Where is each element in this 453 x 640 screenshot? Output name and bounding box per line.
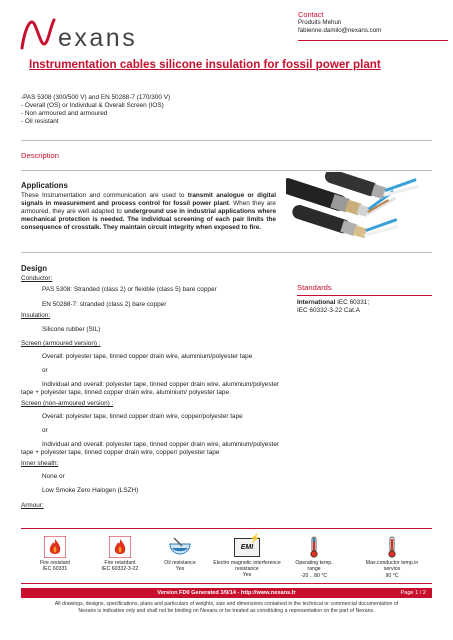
prop-fire-retardant-l2: IEC 60332-3-22: [101, 566, 139, 573]
conductor-line-2: EN 50288-7: stranded (class 2) bare copper: [42, 301, 167, 308]
divider-1: [21, 140, 432, 141]
inner-sheath-line-1: None or: [42, 473, 65, 480]
lightning-icon: ⚡: [249, 533, 261, 543]
divider-2: [21, 170, 432, 171]
prop-max-conductor-temp-l2: service: [383, 566, 401, 573]
screen-armoured-label: Screen (armoured version) :: [21, 340, 101, 347]
applications-text-d: underground use in industrial applications where mechanical protection is needed. The individual screening of each pair limits the consequence of crosstalk. They maintain circuit integrity when exposed to fire.: [21, 208, 277, 231]
summary-line-3: - Non armoured and armoured: [21, 110, 108, 117]
prop-emi-l2: resistance: [235, 566, 259, 573]
prop-fire-resistant-l2: IEC 60331: [42, 566, 68, 573]
design-heading: Design: [21, 264, 47, 273]
contact-box: [298, 10, 448, 41]
screen-non-armoured-line-1: Overall: polyester tape, tinned copper drain wire, copper/polyester tape: [42, 413, 243, 420]
cable-illustration: [286, 172, 436, 248]
emi-badge: EMI: [240, 544, 254, 551]
screen-non-armoured-label: Screen (non-armoured version) :: [21, 400, 114, 407]
prop-max-conductor-temp: [354, 536, 430, 579]
applications-text-c: . When they are armoured, they are well adapted to: [21, 200, 276, 215]
description-heading: Description: [21, 151, 59, 160]
prop-emi-l3: Yes: [242, 572, 252, 579]
flame-icon: [109, 536, 131, 558]
prop-fire-retardant-l1: Fire retardant: [104, 560, 136, 567]
cable-drawing: [286, 172, 436, 248]
inner-sheath-line-2: Low Smoke Zero Halogen (LSZH): [42, 487, 139, 494]
contact-email[interactable]: fabienne.damilo@nexans.com: [298, 26, 382, 34]
screen-non-armoured-or: or: [42, 427, 48, 434]
applications-text-b: transmit analogue or digital signals in measurement and process control for fossil power plant: [21, 192, 276, 207]
prop-fire-retardant: [88, 536, 152, 573]
conductor-line-1: PAS 5308: Stranded (class 2) or flexible (class 5) bare copper: [42, 286, 217, 293]
standards-intl-label: International: [297, 299, 336, 306]
prop-emi: [197, 533, 297, 579]
emi-icon: [234, 533, 261, 557]
applications-text: [21, 192, 276, 232]
summary: [21, 94, 301, 126]
screen-armoured-line-1: Overall: polyester tape, tinned copper drain wire, aluminium/polyester tape: [42, 353, 253, 360]
prop-max-conductor-temp-l3: 90 °C: [385, 572, 399, 579]
summary-line-1: -PAS 5308 (300/500 V) and EN 50288-7 (170/300 V): [21, 94, 171, 101]
prop-fire-resistant-l1: Fire resistant: [40, 560, 70, 567]
applications-heading: Applications: [21, 181, 68, 190]
prop-oil-resistance-l1: Oil resistance: [164, 560, 196, 567]
prop-operating-temp-l2: range: [307, 566, 321, 573]
contact-name: Produits Mehun: [298, 19, 342, 26]
prop-oil-resistance-l2: Yes: [175, 566, 185, 573]
inner-sheath-label: Inner sheath:: [21, 460, 59, 467]
footer-disclaimer-1: All drawings, designs, specifications, plans and particulars of weights, size and dimensions contained in the technical or commercial documentation of: [54, 601, 399, 607]
design-section: [21, 275, 279, 510]
nexans-logo-mark: [18, 14, 58, 54]
footer-page: Page 1 / 2: [400, 590, 426, 596]
prop-max-conductor-temp-l1: Max.conductor temp.in: [365, 560, 419, 567]
prop-emi-l1: Electro magnetic interference: [213, 560, 281, 566]
thermometer-icon: [386, 536, 398, 558]
conductor-label: Conductor:: [21, 275, 53, 282]
standards-box: [297, 283, 432, 315]
summary-line-4: - Oil resistant: [21, 118, 59, 125]
applications-text-a: These Instrumentation and communication are used to: [21, 192, 188, 199]
standards-intl-value-1: IEC 60331;: [337, 299, 370, 306]
standards-heading: Standards: [297, 283, 432, 296]
thermometer-icon: [308, 536, 320, 558]
screen-armoured-line-2: Individual and overall: polyester tape, tinned copper drain wire, aluminium/polyester tape + polyester tape, tinned copper drain wire, aluminium/ polyester tape: [21, 381, 279, 396]
screen-armoured-or: or: [42, 367, 48, 374]
footer-generated[interactable]: Version FD0 Generated 3/9/14 - http://www.nexans.fr: [157, 590, 296, 596]
screen-non-armoured-line-2: Individual and overall: polyester tape, tinned copper drain wire, aluminium/polyester tape + polyester tape, tinned copper drain wire, copper/ polyester tape: [21, 441, 279, 456]
prop-operating-temp-l3: -20 .. 80 °C: [300, 572, 328, 579]
footer-bar: [21, 588, 432, 598]
logo-wordmark: exans: [58, 24, 138, 52]
insulation-line-1: Silicone rubber (SIL): [42, 326, 101, 333]
nexans-logo: [18, 14, 148, 54]
footer-disclaimer-2: Nexans is indicative only and shall not be binding on Nexans or be treated as constituting a representation on the part of Nexans.: [78, 607, 375, 614]
armour-label: Armour:: [21, 502, 44, 509]
standards-intl-value-2: IEC 60332-3-22 Cat.A: [297, 307, 360, 314]
contact-heading: Contact: [298, 10, 324, 19]
insulation-label: Insulation:: [21, 312, 51, 319]
oil-drop-icon: [168, 536, 192, 558]
prop-fire-resistant: [25, 536, 85, 573]
summary-line-2: - Overall (OS) or Individual & Overall Screen (IOS): [21, 102, 164, 109]
divider-3: [21, 252, 432, 253]
flame-icon: [44, 536, 66, 558]
prop-operating-temp: [284, 536, 344, 579]
footer-disclaimer: [21, 601, 432, 614]
page-title: Instrumentation cables silicone insulation for fossil power plant: [29, 58, 381, 71]
prop-operating-temp-l1: Operating temp.: [295, 560, 333, 567]
